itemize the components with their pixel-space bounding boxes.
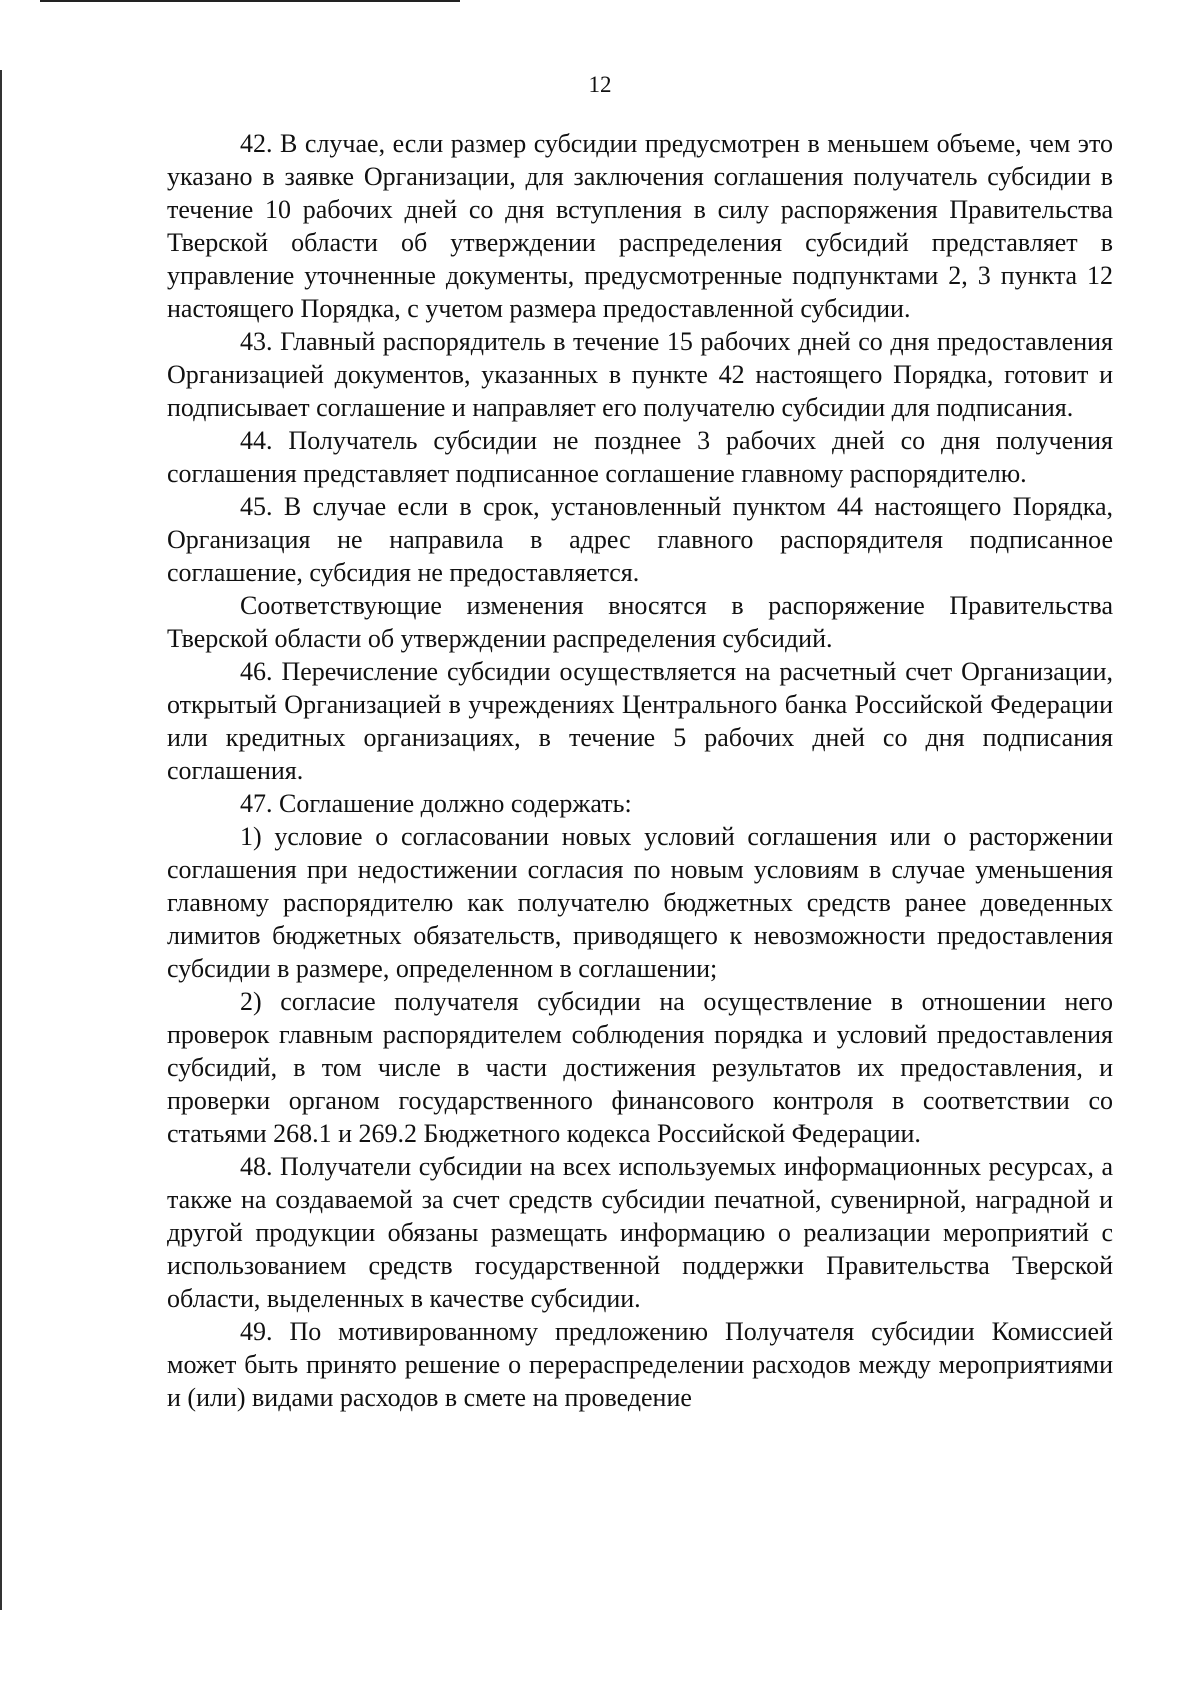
paragraph-47-item-1: 1) условие о согласовании новых условий соглашения или о расторжении соглашения при недостижении согласия по новым условиям в случае уменьшения главному распорядителю как получателю бюджетных средств ранее доведенных лимитов бюджетных обязательств, приводящего к невозможности предоставления субсидии в размере, определенном в соглашении; [167,822,1113,983]
paragraph-43: 43. Главный распорядитель в течение 15 рабочих дней со дня предоставления Организацией документов, указанных в пункте 42 настоящего Порядка, готовит и подписывает соглашение и направляет его получателю субсидии для подписания. [167,327,1113,422]
paragraph-46: 46. Перечисление субсидии осуществляется на расчетный счет Организации, открытый Организацией в учреждениях Центрального банка Российской Федерации или кредитных организациях, в течение 5 рабочих дней со дня подписания соглашения. [167,657,1113,785]
paragraph-42: 42. В случае, если размер субсидии предусмотрен в меньшем объеме, чем это указано в заявке Организации, для заключения соглашения получатель субсидии в течение 10 рабочих дней со дня вступления в силу распоряжения Правительства Тверской области об утверждении распределения субсидий представляет в управление уточненные документы, предусмотренные подпунктами 2, 3 пункта 12 настоящего Порядка, с учетом размера предоставленной субсидии. [167,129,1113,323]
document-body [167,127,1113,1414]
paragraph-49: 49. По мотивированному предложению Получателя субсидии Комиссией может быть принято решение о перераспределении расходов между мероприятиями и (или) видами расходов в смете на проведение [167,1317,1113,1412]
paragraph-44: 44. Получатель субсидии не позднее 3 рабочих дней со дня получения соглашения представляет подписанное соглашение главному распорядителю. [167,426,1113,488]
paragraph-45: 45. В случае если в срок, установленный пунктом 44 настоящего Порядка, Организация не направила в адрес главного распорядителя подписанное соглашение, субсидия не предоставляется. [167,492,1113,587]
paragraph-48: 48. Получатели субсидии на всех используемых информационных ресурсах, а также на создаваемой за счет средств субсидии печатной, сувенирной, наградной и другой продукции обязаны размещать информацию о реализации мероприятий с использованием средств государственной поддержки Правительства Тверской области, выделенных в качестве субсидии. [167,1152,1113,1313]
scan-edge-left [0,70,2,1610]
paragraph-47: 47. Соглашение должно содержать: [240,789,632,818]
paragraph-45-note: Соответствующие изменения вносятся в распоряжение Правительства Тверской области об утверждении распределения субсидий. [167,591,1113,653]
page-number: 12 [588,72,612,97]
scan-edge-top [40,0,460,2]
paragraph-47-item-2: 2) согласие получателя субсидии на осуществление в отношении него проверок главным распорядителем соблюдения порядка и условий предоставления субсидий, в том числе в части достижения результатов их предоставления, и проверки органом государственного финансового контроля в соответствии со статьями 268.1 и 269.2 Бюджетного кодекса Российской Федерации. [167,987,1113,1148]
